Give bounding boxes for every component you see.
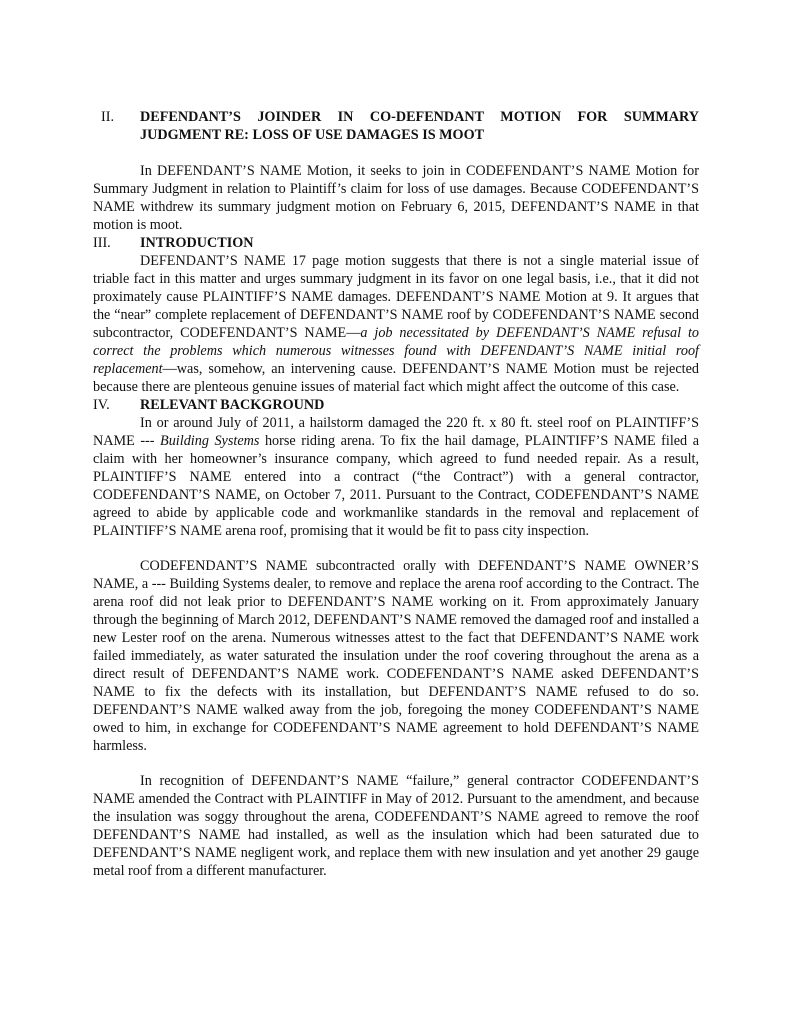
paragraph-background-3: In recognition of DEFENDANT’S NAME “failure,” general contractor CODEFENDANT’S NAME amended the Contract with PLAINTIFF in May of 2012. Pursuant to the amendment, and because the insulation was soggy throughout the arena, CODEFENDANT’S NAME agreed to remove the roof DEFENDANT’S NAME had installed, as well as the insulation which had been saturated due to DEFENDANT’S NAME negligent work, and replace them with new insulation and yet another 29 gauge metal roof from a different manufacturer. (93, 773, 699, 879)
paragraph-introduction: DEFENDANT’S NAME 17 page motion suggests that there is not a single material issue of triable fact in this matter and urges summary judgment in its favor on one legal basis, i.e., that it did not proximately cause PLAINTIFF’S NAME damages. DEFENDANT’S NAME Motion at 9. It argues that the “near” complete replacement of DEFENDANT’S NAME roof by CODEFENDANT’S NAME second subcontractor, CODEFENDANT’S NAME—a job necessitated by DEFENDANT’S NAME refusal to correct the problems which numerous witnesses found with DEFENDANT’S NAME initial roof replacement—was, somehow, an intervening cause. DEFENDANT’S NAME Motion must be rejected because there are plenteous genuine issues of material fact which might affect the outcome of this case. (93, 253, 699, 395)
section-title: RELEVANT BACKGROUND (140, 397, 325, 413)
section-heading-ii (93, 108, 699, 144)
paragraph-joinder: In DEFENDANT’S NAME Motion, it seeks to join in CODEFENDANT’S NAME Motion for Summary Judgment in relation to Plaintiff’s claim for loss of use damages. Because CODEFENDANT’S NAME withdrew its summary judgment motion on February 6, 2015, DEFENDANT’S NAME in that motion is moot. (93, 163, 699, 233)
paragraph-background-2: CODEFENDANT’S NAME subcontracted orally with DEFENDANT’S NAME OWNER’S NAME, a --- Building Systems dealer, to remove and replace the arena roof according to the Contract. The arena roof did not leak prior to DEFENDANT’S NAME working on it. From approximately January through the beginning of March 2012, DEFENDANT’S NAME removed the damaged roof and installed a new Lester roof on the arena. Numerous witnesses attest to the fact that DEFENDANT’S NAME work failed immediately, as water saturated the insulation under the roof covering throughout the arena as a direct result of DEFENDANT’S NAME work. CODEFENDANT’S NAME asked DEFENDANT’S NAME to fix the defects with its installation, but DEFENDANT’S NAME refused to do so. DEFENDANT’S NAME walked away from the job, foregoing the money CODEFENDANT’S NAME owed to him, in exchange for CODEFENDANT’S NAME agreement to hold DEFENDANT’S NAME harmless. (93, 558, 699, 754)
section-number: IV. (93, 397, 110, 413)
section-heading-iv (93, 396, 699, 414)
paragraph-background-1: In or around July of 2011, a hailstorm damaged the 220 ft. x 80 ft. steel roof on PLAINTIFF’S NAME --- Building Systems horse riding arena. To fix the hail damage, PLAINTIFF’S NAME filed a claim with her homeowner’s insurance company, which agreed to fund needed repair. As a result, PLAINTIFF’S NAME entered into a contract (“the Contract”) with a general contractor, CODEFENDANT’S NAME, on October 7, 2011. Pursuant to the Contract, CODEFENDANT’S NAME agreed to abide by applicable code and workmanlike standards in the removal and replacement of PLAINTIFF’S NAME arena roof, promising that it would be fit to pass city inspection. (93, 415, 699, 539)
section-number: II. (101, 109, 114, 125)
section-number: III. (93, 235, 111, 251)
section-title: DEFENDANT’S JOINDER IN CO-DEFENDANT MOTION FOR SUMMARY JUDGMENT RE: LOSS OF USE DAMAGES IS MOOT (140, 109, 699, 143)
section-heading-iii (93, 234, 699, 252)
section-title: INTRODUCTION (140, 235, 254, 251)
